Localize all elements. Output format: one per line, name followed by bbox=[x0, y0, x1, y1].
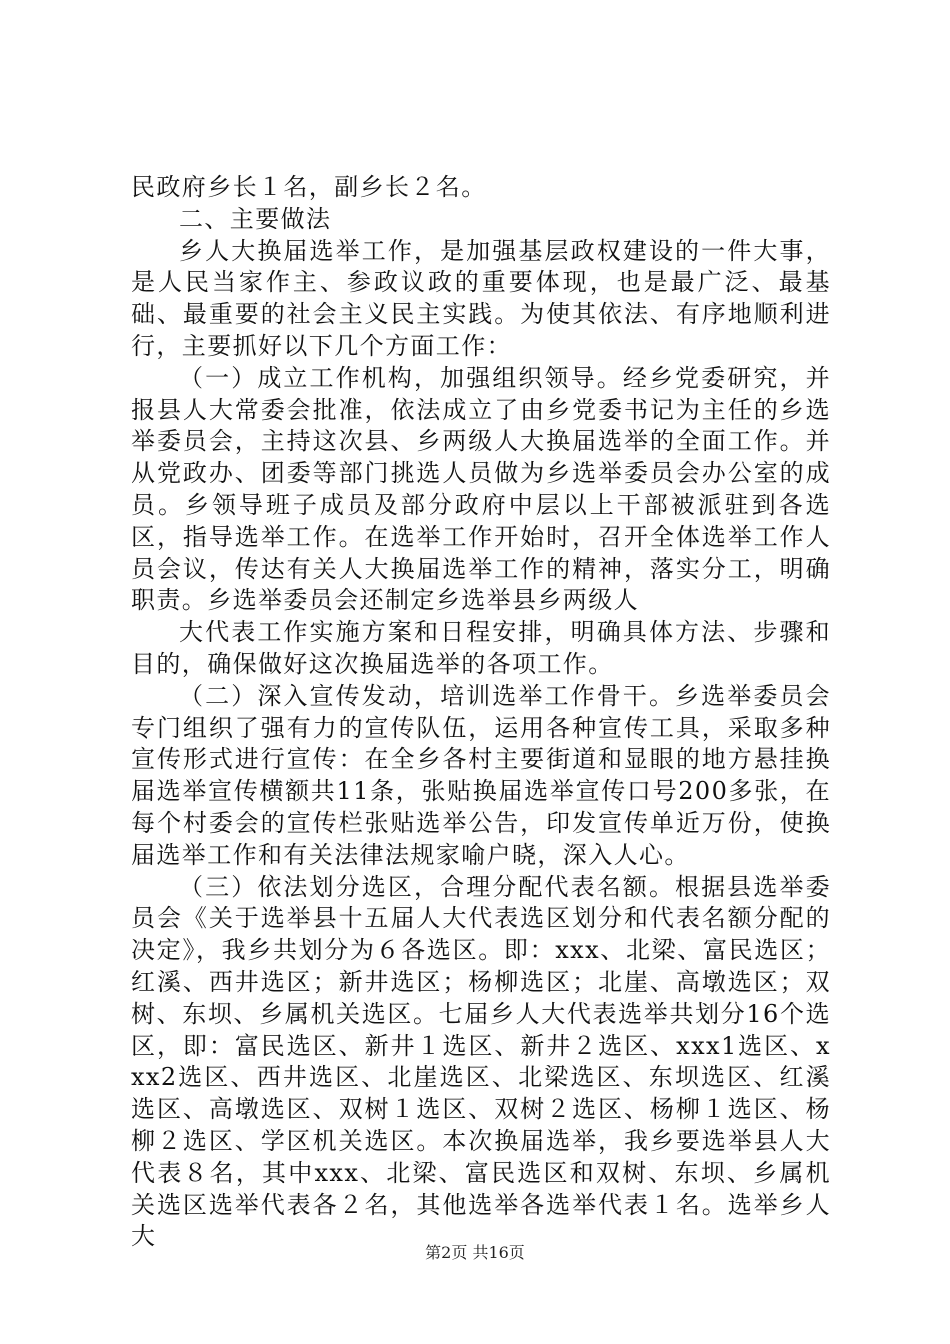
paragraph: （二）深入宣传发动，培训选举工作骨干。乡选举委员会专门组织了强有力的宣传队伍，运用各种宣传工具，采取多种宣传形式进行宣传：在全乡各村主要街道和显眼的地方悬挂换届选举宣传横额共11条，张贴换届选举宣传口号200多张，在每个村委会的宣传栏张贴选举公告，印发宣传单近万份，使换届选举工作和有关法律法规家喻户晓，深入人心。 bbox=[131, 681, 831, 869]
document-body bbox=[131, 172, 831, 1253]
paragraph: 大代表工作实施方案和日程安排，明确具体方法、步骤和目的，确保做好这次换届选举的各项工作。 bbox=[131, 618, 831, 678]
paragraph: （一）成立工作机构，加强组织领导。经乡党委研究，并报县人大常委会批准，依法成立了由乡党委书记为主任的乡选举委员会，主持这次县、乡两级人大换届选举的全面工作。并从党政办、团委等部门挑选人员做为乡选举委员会办公室的成员。乡领导班子成员及部分政府中层以上干部被派驻到各选区，指导选举工作。在选举工作开始时，召开全体选举工作人员会议，传达有关人大换届选举工作的精神，落实分工，明确职责。乡选举委员会还制定乡选举县乡两级人 bbox=[131, 363, 831, 615]
paragraph-continuation: 民政府乡长１名，副乡长２名。 bbox=[131, 173, 487, 201]
paragraph: （三）依法划分选区，合理分配代表名额。根据县选举委员会《关于选举县十五届人大代表选区划分和代表名额分配的决定》，我乡共划分为６各选区。即：xxx、北梁、富民选区；红溪、西井选区；新井选区；杨柳选区；北崖、高墩选区；双树、东坝、乡属机关选区。七届乡人大代表选举共划分16个选区，即：富民选区、新井１选区、新井２选区、xxx1选区、xxx2选区、西井选区、北崖选区、北梁选区、东坝选区、红溪选区、高墩选区、双树１选区、双树２选区、杨柳１选区、杨柳２选区、学区机关选区。本次换届选举，我乡要选举县人大代表８名，其中xxx、北梁、富民选区和双树、东坝、乡属机关选区选举代表各２名，其他选举各选举代表１名。选举乡人大 bbox=[131, 872, 831, 1251]
section-heading: 二、主要做法 bbox=[179, 204, 332, 233]
paragraph: 乡人大换届选举工作，是加强基层政权建设的一件大事，是人民当家作主、参政议政的重要体现，也是最广泛、最基础、最重要的社会主义民主实践。为使其依法、有序地顺利进行，主要抓好以下几个方面工作： bbox=[131, 236, 831, 360]
page-footer: 第2页 共16页 bbox=[425, 1243, 525, 1262]
